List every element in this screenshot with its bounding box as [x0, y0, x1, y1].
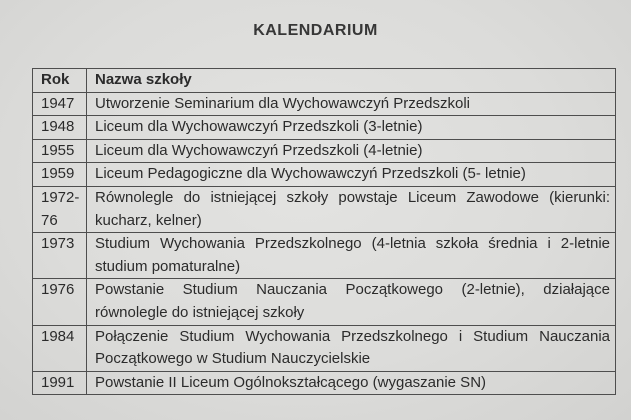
school-name-cell: Powstanie Studium Nauczania Początkowego (2-letnie), działające równolegle do istniejącej szkoły	[87, 279, 616, 325]
table-row	[33, 325, 616, 371]
school-name-cell: Liceum dla Wychowawczyń Przedszkoli (4-letnie)	[87, 139, 616, 163]
school-name-cell: Liceum Pedagogiczne dla Wychowawczyń Przedszkoli (5- letnie)	[87, 163, 616, 187]
year-cell: 1948	[33, 116, 87, 140]
year-cell: 1955	[33, 139, 87, 163]
kalendarium-table	[32, 68, 616, 395]
year-cell: 1947	[33, 92, 87, 116]
school-name-cell: Połączenie Studium Wychowania Przedszkolnego i Studium Nauczania Początkowego w Studium Nauczycielskie	[87, 325, 616, 371]
table-header-row	[33, 69, 616, 93]
column-header-name: Nazwa szkoły	[87, 69, 616, 93]
year-cell: 1976	[33, 279, 87, 325]
year-cell: 1991	[33, 371, 87, 395]
school-name-cell: Studium Wychowania Przedszkolnego (4-letnia szkoła średnia i 2-letnie studium pomaturalne)	[87, 233, 616, 279]
school-name-cell: Utworzenie Seminarium dla Wychowawczyń Przedszkoli	[87, 92, 616, 116]
table-row	[33, 233, 616, 279]
school-name-cell: Powstanie II Liceum Ogólnokształcącego (wygaszanie SN)	[87, 371, 616, 395]
year-cell: 1973	[33, 233, 87, 279]
table-row	[33, 163, 616, 187]
column-header-year: Rok	[33, 69, 87, 93]
year-cell: 1972-76	[33, 186, 87, 232]
year-cell: 1984	[33, 325, 87, 371]
school-name-cell: Liceum dla Wychowawczyń Przedszkoli (3-letnie)	[87, 116, 616, 140]
table-row	[33, 116, 616, 140]
table-body	[33, 92, 616, 395]
table-row	[33, 371, 616, 395]
table-row	[33, 139, 616, 163]
table-row	[33, 279, 616, 325]
table-row	[33, 186, 616, 232]
year-cell: 1959	[33, 163, 87, 187]
page-title: KALENDARIUM	[253, 22, 378, 39]
school-name-cell: Równolegle do istniejącej szkoły powstaje Liceum Zawodowe (kierunki: kucharz, kelner)	[87, 186, 616, 232]
table-row	[33, 92, 616, 116]
